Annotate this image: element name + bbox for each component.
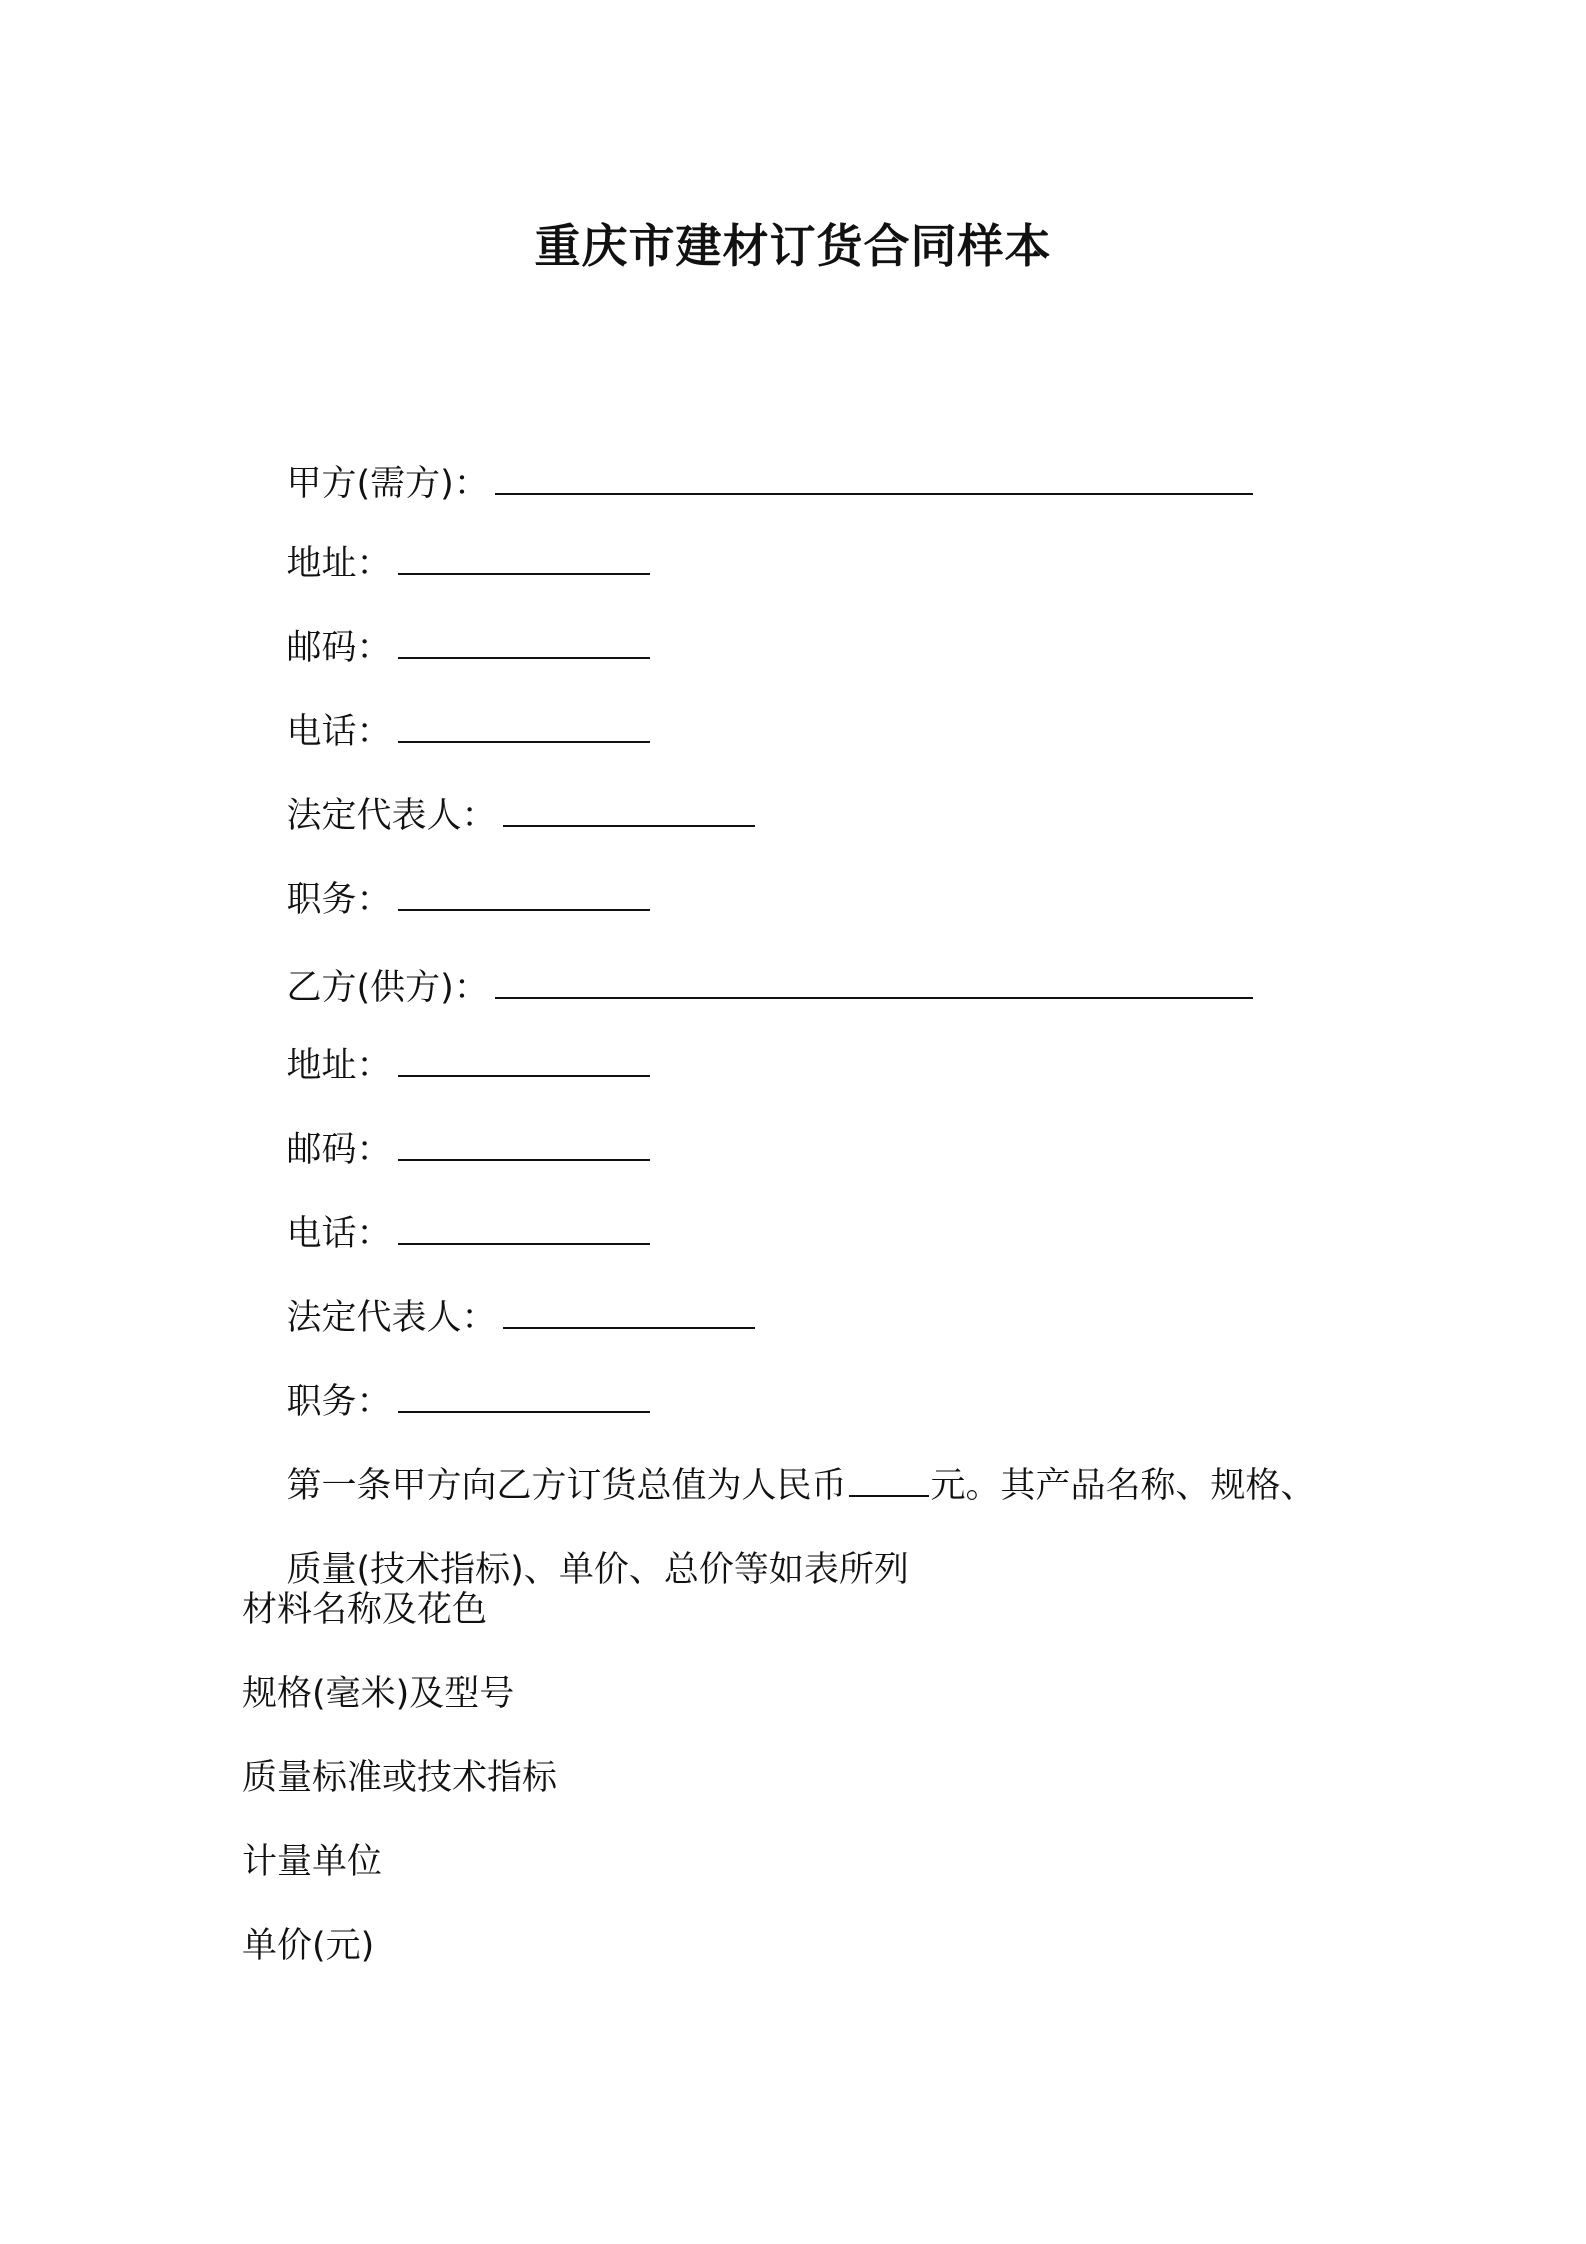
party-a-address-label: 地址：	[286, 544, 392, 584]
party-a-address-blank[interactable]	[398, 543, 650, 575]
party-a-legal-rep-label: 法定代表人：	[286, 796, 497, 836]
table-item: 单价(元)	[242, 1926, 375, 1966]
party-a-name-blank[interactable]	[495, 463, 1253, 495]
party-b-postcode-blank[interactable]	[398, 1129, 650, 1161]
party-a-phone-blank[interactable]	[398, 711, 650, 743]
party-b-legal-rep-blank[interactable]	[503, 1297, 755, 1329]
party-b-address-label: 地址：	[286, 1046, 392, 1086]
party-b-phone-label: 电话：	[286, 1214, 392, 1254]
party-b-position-blank[interactable]	[398, 1381, 650, 1413]
article-1-text-end: 元。其产品名称、规格、	[930, 1466, 1316, 1506]
party-a-position-label: 职务：	[286, 880, 392, 920]
party-a-position-blank[interactable]	[398, 879, 650, 911]
article-1-text-start: 第一条甲方向乙方订货总值为人民币	[286, 1466, 847, 1506]
party-a-postcode-blank[interactable]	[398, 627, 650, 659]
table-item: 材料名称及花色	[242, 1590, 488, 1630]
party-b-address-blank[interactable]	[398, 1045, 650, 1077]
party-b-phone-blank[interactable]	[398, 1213, 650, 1245]
article-1-continuation: 质量(技术指标)、单价、总价等如表所列	[286, 1550, 909, 1590]
party-b-legal-rep-label: 法定代表人：	[286, 1298, 497, 1338]
party-a-legal-rep-blank[interactable]	[503, 795, 755, 827]
party-a-phone-label: 电话：	[286, 712, 392, 752]
table-item: 规格(毫米)及型号	[242, 1674, 515, 1714]
party-b-postcode-label: 邮码：	[286, 1130, 392, 1170]
table-item: 计量单位	[242, 1842, 383, 1882]
party-a-postcode-label: 邮码：	[286, 628, 392, 668]
party-b-heading: 乙方(供方)：	[286, 968, 489, 1008]
article-1-amount-blank[interactable]	[849, 1465, 929, 1497]
party-a-heading: 甲方(需方)：	[286, 464, 489, 504]
party-b-position-label: 职务：	[286, 1382, 392, 1422]
document-title: 重庆市建材订货合同样本	[534, 219, 1052, 273]
table-item: 质量标准或技术指标	[242, 1758, 558, 1798]
party-b-name-blank[interactable]	[495, 967, 1253, 999]
